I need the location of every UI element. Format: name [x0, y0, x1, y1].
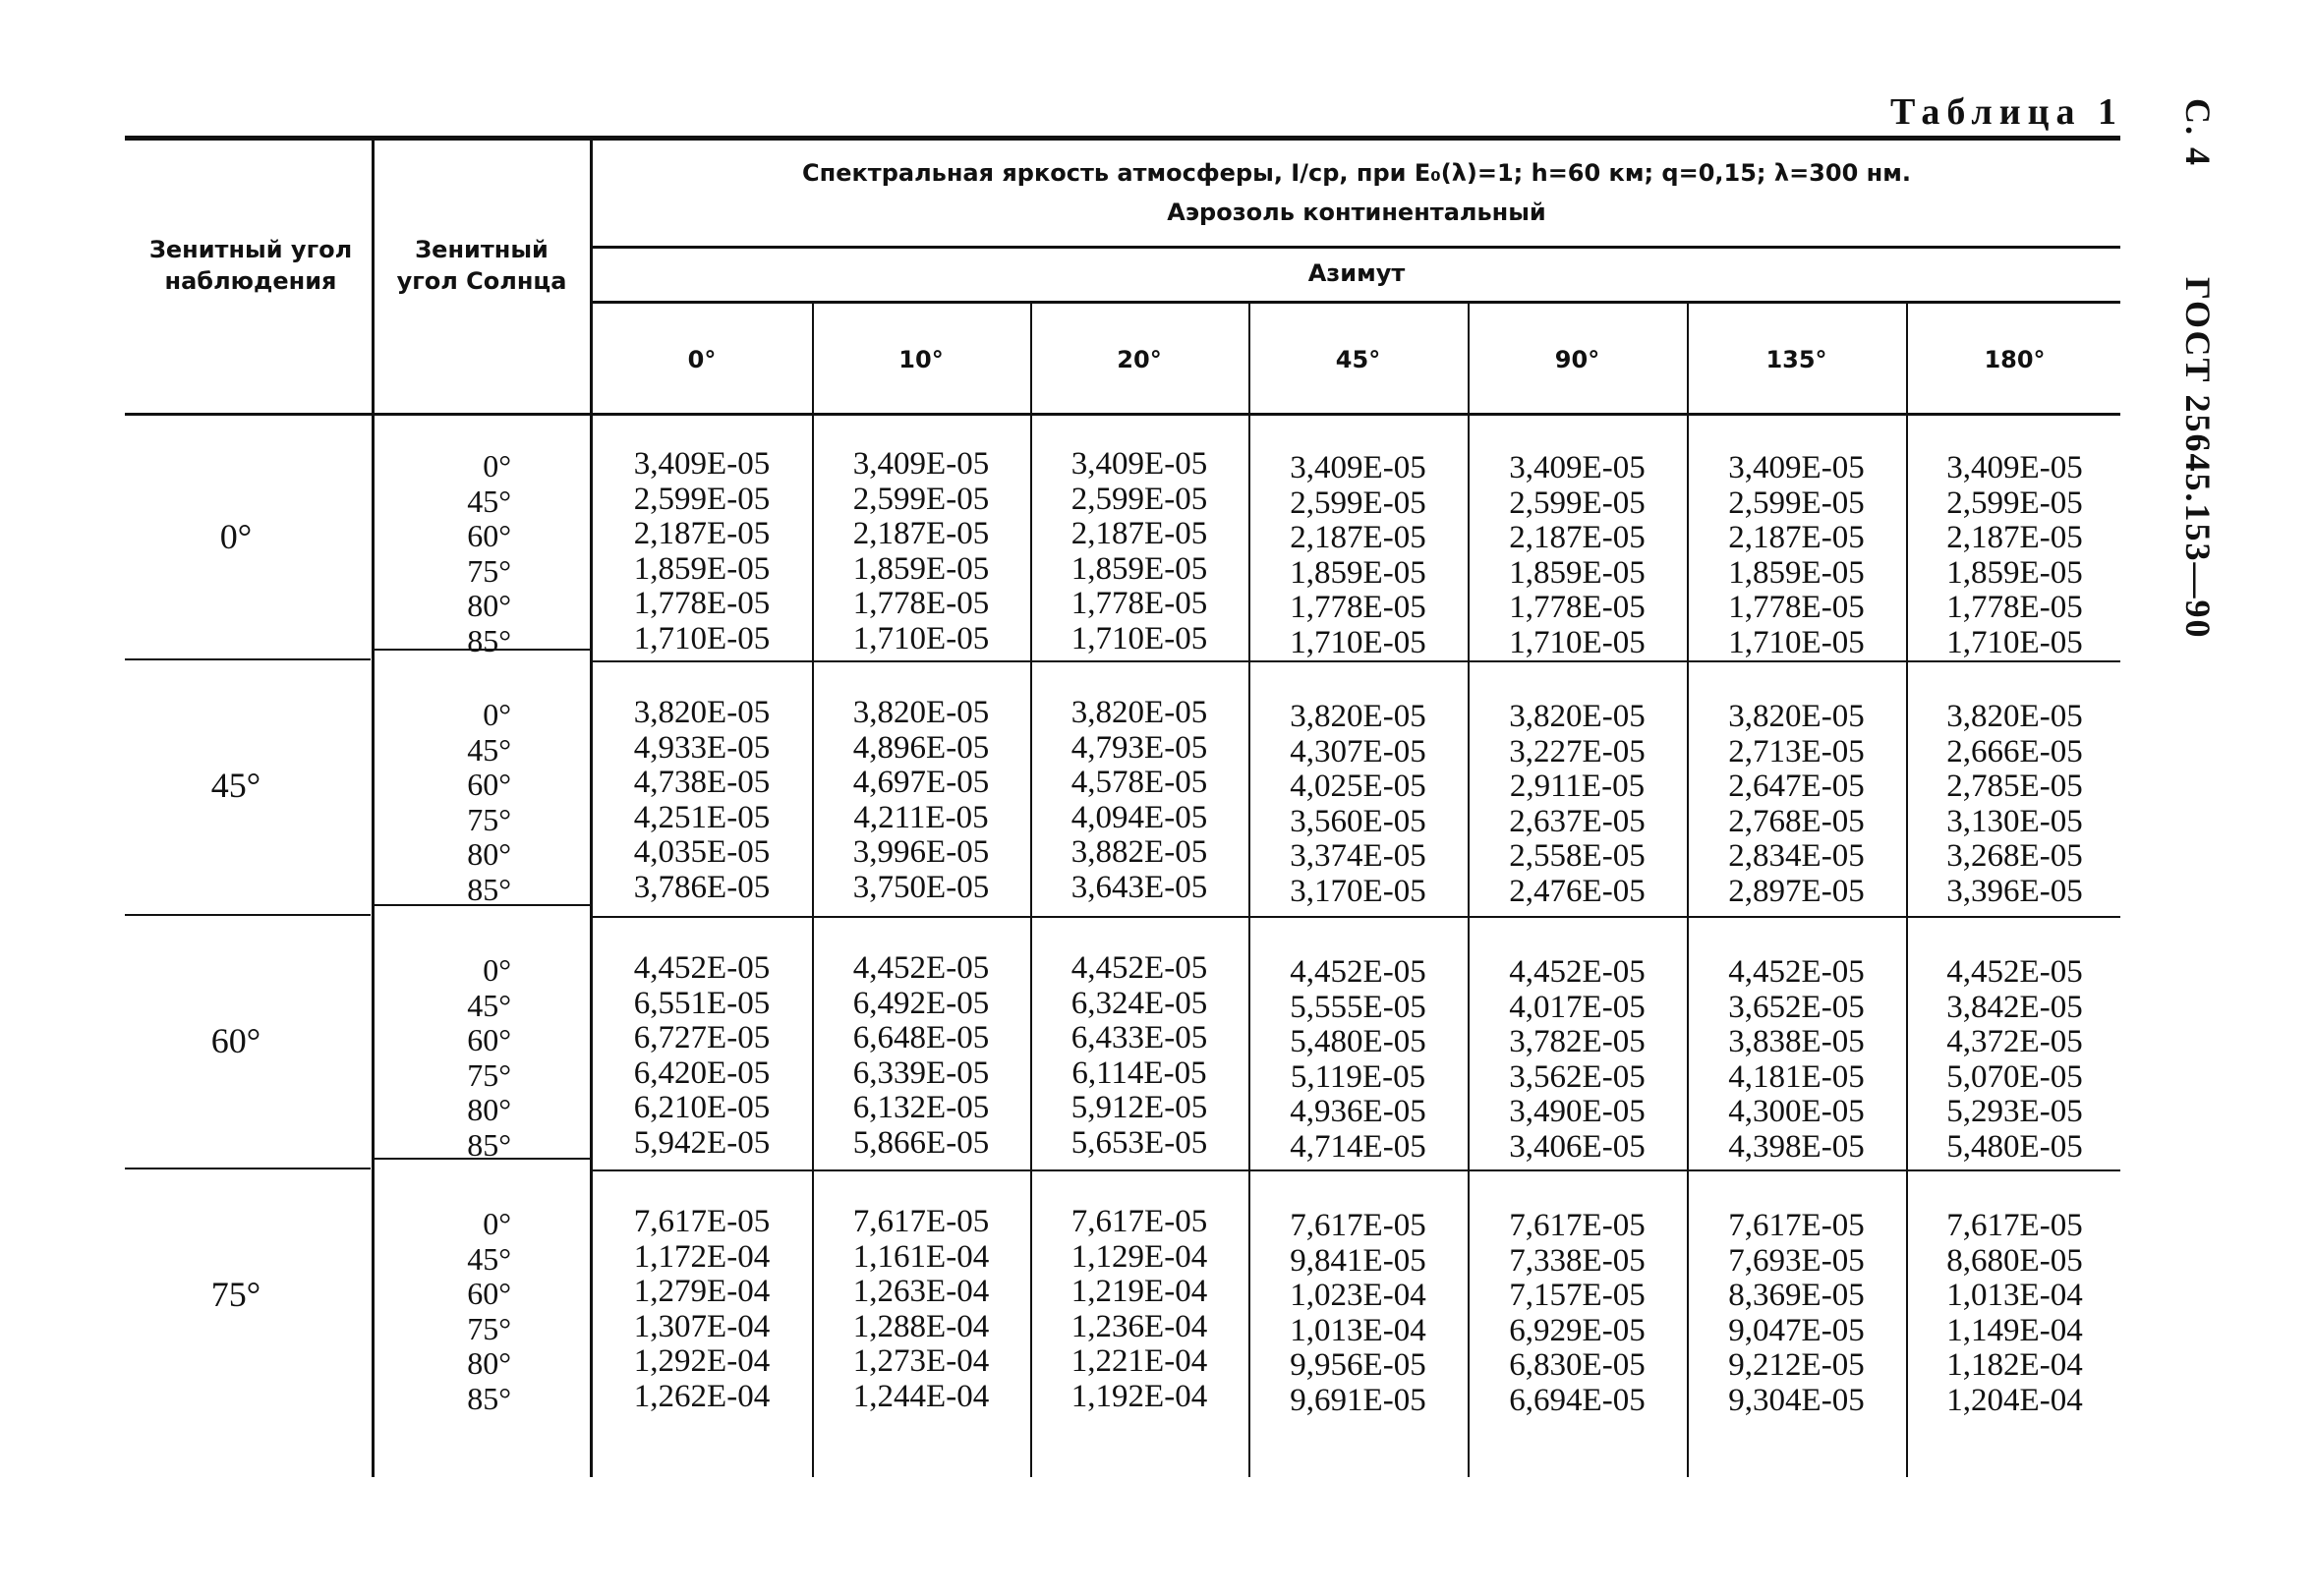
sun-angle: 0° [483, 952, 511, 988]
brightness-value: 1,710E-05 [1509, 624, 1646, 660]
brightness-value: 1,710E-05 [1290, 624, 1426, 660]
brightness-value: 1,129E-04 [1070, 1238, 1208, 1275]
brightness-value: 4,181E-05 [1728, 1058, 1865, 1095]
sun-angle: 85° [467, 1126, 511, 1163]
brightness-value: 1,172E-04 [633, 1238, 771, 1275]
azimuth-column-header: 0° [687, 346, 717, 373]
brightness-value: 1,161E-04 [852, 1238, 990, 1275]
brightness-value: 6,727E-05 [633, 1020, 771, 1055]
brightness-value: 3,170E-05 [1290, 873, 1426, 909]
brightness-value: 3,396E-05 [1946, 873, 2083, 909]
brightness-value: 9,047E-05 [1728, 1312, 1865, 1348]
brightness-value: 1,859E-05 [1509, 554, 1646, 591]
brightness-value: 1,244E-04 [852, 1378, 990, 1414]
brightness-value: 2,558E-05 [1509, 838, 1646, 874]
value-column [1248, 700, 1468, 909]
sun-angle: 75° [467, 801, 511, 837]
brightness-value: 9,212E-05 [1728, 1347, 1865, 1383]
sun-angle: 80° [467, 836, 511, 872]
brightness-value: 7,617E-05 [1946, 1208, 2083, 1243]
azimuth-column-header: 180° [1984, 346, 2046, 373]
value-column [1468, 700, 1687, 909]
brightness-value: 5,555E-05 [1290, 989, 1426, 1025]
brightness-value: 4,452E-05 [1946, 954, 2083, 990]
table-rule [592, 916, 2120, 918]
table-rule [125, 914, 371, 916]
table-rule [125, 136, 2120, 141]
sun-angle-list [393, 953, 511, 1163]
brightness-value: 3,409E-05 [1946, 450, 2083, 485]
value-column [1468, 955, 1687, 1165]
table-rule [125, 1168, 371, 1169]
brightness-value: 3,838E-05 [1728, 1024, 1865, 1059]
sun-angle: 45° [467, 1240, 511, 1277]
azimuth-column-header: 135° [1765, 346, 1827, 373]
brightness-value: 1,023E-04 [1290, 1278, 1426, 1313]
brightness-value: 3,786E-05 [633, 869, 771, 905]
brightness-value: 5,293E-05 [1946, 1094, 2083, 1129]
brightness-value: 6,324E-05 [1070, 985, 1208, 1021]
brightness-value: 7,617E-05 [633, 1204, 771, 1239]
brightness-value: 2,897E-05 [1728, 873, 1865, 909]
sun-zenith-header: Зенитный угол Солнца [396, 236, 567, 295]
observation-zenith-header: Зенитный угол наблюдения [148, 236, 353, 295]
table-rule [372, 136, 375, 1477]
sun-angle: 60° [467, 1022, 511, 1057]
brightness-value: 1,778E-05 [633, 586, 771, 621]
value-column [1687, 955, 1906, 1165]
brightness-value: 6,492E-05 [852, 985, 990, 1021]
brightness-value: 1,221E-04 [1070, 1343, 1208, 1379]
sun-angle: 0° [483, 448, 511, 484]
brightness-value: 6,830E-05 [1509, 1347, 1646, 1383]
brightness-value: 4,372E-05 [1946, 1024, 2083, 1059]
table-rule [592, 246, 2120, 249]
brightness-value: 6,929E-05 [1509, 1312, 1646, 1348]
brightness-value: 1,778E-05 [1509, 590, 1646, 625]
brightness-value: 7,338E-05 [1509, 1242, 1646, 1279]
value-column [1030, 696, 1248, 905]
sun-angle: 60° [467, 1276, 511, 1311]
brightness-value: 2,666E-05 [1946, 733, 2083, 770]
brightness-value: 2,187E-05 [852, 516, 990, 551]
brightness-value: 8,369E-05 [1728, 1278, 1865, 1313]
brightness-value: 7,617E-05 [1070, 1204, 1208, 1239]
brightness-value: 6,433E-05 [1070, 1020, 1208, 1055]
brightness-value: 1,859E-05 [1946, 554, 2083, 591]
azimuth-column-header: 10° [898, 346, 944, 373]
brightness-value: 3,562E-05 [1509, 1058, 1646, 1095]
brightness-value: 6,132E-05 [852, 1090, 990, 1125]
brightness-value: 1,778E-05 [1946, 590, 2083, 625]
sun-angle: 75° [467, 552, 511, 589]
brightness-value: 1,710E-05 [1728, 624, 1865, 660]
brightness-value: 3,842E-05 [1946, 989, 2083, 1025]
brightness-value: 2,647E-05 [1728, 769, 1865, 804]
brightness-value: 4,452E-05 [1290, 954, 1426, 990]
brightness-value: 4,452E-05 [1728, 954, 1865, 990]
value-column [1906, 955, 2123, 1165]
brightness-value: 1,204E-04 [1946, 1382, 2083, 1418]
value-column [812, 1205, 1030, 1414]
brightness-value: 5,119E-05 [1290, 1058, 1426, 1095]
brightness-value: 2,187E-05 [1728, 520, 1865, 555]
brightness-value: 6,210E-05 [633, 1090, 771, 1125]
brightness-value: 4,793E-05 [1070, 729, 1208, 766]
value-column [1906, 451, 2123, 660]
brightness-value: 3,820E-05 [1290, 699, 1426, 734]
brightness-value: 3,782E-05 [1509, 1024, 1646, 1059]
brightness-value: 2,834E-05 [1728, 838, 1865, 874]
sun-angle-list [393, 1207, 511, 1416]
brightness-value: 1,710E-05 [1946, 624, 2083, 660]
brightness-value: 3,409E-05 [1509, 450, 1646, 485]
sun-angle: 75° [467, 1310, 511, 1346]
brightness-value: 6,339E-05 [852, 1054, 990, 1091]
brightness-value: 3,820E-05 [1070, 695, 1208, 730]
value-column [1030, 447, 1248, 656]
table-rule [592, 1169, 2120, 1171]
brightness-value: 3,409E-05 [1070, 446, 1208, 482]
brightness-value: 1,859E-05 [1070, 550, 1208, 587]
brightness-value: 4,936E-05 [1290, 1094, 1426, 1129]
brightness-value: 9,691E-05 [1290, 1382, 1426, 1418]
brightness-value: 2,599E-05 [1728, 484, 1865, 521]
value-column [592, 696, 812, 905]
azimuth-column-header: 45° [1335, 346, 1381, 373]
value-column [592, 447, 812, 656]
observation-angle: 0° [219, 517, 253, 556]
brightness-value: 1,859E-05 [1290, 554, 1426, 591]
brightness-value: 1,778E-05 [852, 586, 990, 621]
brightness-value: 3,409E-05 [1290, 450, 1426, 485]
brightness-value: 1,236E-04 [1070, 1308, 1208, 1344]
brightness-value: 1,778E-05 [1070, 586, 1208, 621]
value-column [592, 951, 812, 1161]
brightness-value: 3,643E-05 [1070, 869, 1208, 905]
value-column [812, 696, 1030, 905]
sun-angle: 60° [467, 518, 511, 553]
brightness-value: 1,219E-04 [1070, 1274, 1208, 1309]
sun-angle: 80° [467, 1345, 511, 1381]
brightness-value: 2,785E-05 [1946, 769, 2083, 804]
brightness-value: 1,307E-04 [633, 1308, 771, 1344]
brightness-value: 3,409E-05 [852, 446, 990, 482]
brightness-value: 2,599E-05 [633, 481, 771, 517]
brightness-value: 5,912E-05 [1070, 1090, 1208, 1125]
brightness-value: 4,452E-05 [852, 950, 990, 986]
brightness-value: 7,157E-05 [1509, 1278, 1646, 1313]
brightness-value: 2,187E-05 [633, 516, 771, 551]
brightness-value: 7,617E-05 [1290, 1208, 1426, 1243]
sun-angle: 85° [467, 871, 511, 907]
brightness-value: 1,710E-05 [852, 620, 990, 656]
brightness-value: 3,490E-05 [1509, 1094, 1646, 1129]
brightness-value: 6,114E-05 [1071, 1054, 1207, 1091]
brightness-value: 5,866E-05 [852, 1124, 990, 1161]
brightness-value: 7,617E-05 [1728, 1208, 1865, 1243]
brightness-value: 7,617E-05 [852, 1204, 990, 1239]
brightness-value: 3,820E-05 [633, 695, 771, 730]
sun-angle: 0° [483, 1206, 511, 1241]
brightness-value: 2,911E-05 [1509, 769, 1646, 804]
brightness-value: 2,599E-05 [1509, 484, 1646, 521]
brightness-value: 3,820E-05 [1509, 699, 1646, 734]
sun-angle: 80° [467, 588, 511, 623]
value-column [1906, 700, 2123, 909]
brightness-value: 6,694E-05 [1509, 1382, 1646, 1418]
brightness-value: 5,480E-05 [1290, 1024, 1426, 1059]
value-column [1687, 1209, 1906, 1418]
sun-angle: 45° [467, 731, 511, 768]
side-standard-code: ГОСТ 25645.153—90 [2178, 277, 2218, 640]
brightness-value: 6,648E-05 [852, 1020, 990, 1055]
brightness-value: 3,652E-05 [1728, 989, 1865, 1025]
observation-angle: 75° [210, 1275, 261, 1314]
observation-angle: 60° [210, 1021, 261, 1060]
sun-angle: 75° [467, 1056, 511, 1093]
sun-angle: 45° [467, 987, 511, 1023]
value-column [1468, 451, 1687, 660]
brightness-value: 1,182E-04 [1946, 1347, 2083, 1383]
table-rule [125, 413, 2120, 416]
table-title: Таблица 1 [1889, 91, 2123, 133]
brightness-value: 2,599E-05 [1290, 484, 1426, 521]
brightness-value: 5,480E-05 [1946, 1128, 2083, 1165]
value-column [812, 951, 1030, 1161]
sun-angle: 0° [483, 697, 511, 732]
brightness-value: 7,617E-05 [1509, 1208, 1646, 1243]
brightness-value: 1,279E-04 [633, 1274, 771, 1309]
value-column [1248, 1209, 1468, 1418]
brightness-value: 3,750E-05 [852, 869, 990, 905]
brightness-value: 2,637E-05 [1509, 803, 1646, 839]
sun-angle: 80° [467, 1092, 511, 1127]
value-column [1248, 451, 1468, 660]
brightness-value: 8,680E-05 [1946, 1242, 2083, 1279]
table-rule [592, 301, 2120, 304]
brightness-value: 2,187E-05 [1070, 516, 1208, 551]
value-column [1906, 1209, 2123, 1418]
spectral-brightness-header-line1: Спектральная яркость атмосферы, I/ср, при E₀(λ)=1; h=60 км; q=0,15; λ=300 нм. [802, 159, 1911, 187]
brightness-value: 3,882E-05 [1070, 834, 1208, 870]
brightness-value: 4,452E-05 [1070, 950, 1208, 986]
brightness-value: 9,956E-05 [1290, 1347, 1426, 1383]
brightness-value: 3,560E-05 [1290, 803, 1426, 839]
sun-angle: 85° [467, 1380, 511, 1416]
azimuth-column-header: 90° [1554, 346, 1600, 373]
brightness-value: 1,710E-05 [1070, 620, 1208, 656]
value-column [1248, 955, 1468, 1165]
brightness-value: 3,374E-05 [1290, 838, 1426, 874]
brightness-value: 4,307E-05 [1290, 733, 1426, 770]
brightness-value: 4,452E-05 [633, 950, 771, 986]
brightness-value: 3,227E-05 [1509, 733, 1646, 770]
brightness-value: 4,578E-05 [1070, 765, 1208, 800]
brightness-value: 5,942E-05 [633, 1124, 771, 1161]
brightness-value: 4,738E-05 [633, 765, 771, 800]
sun-angle-list [393, 449, 511, 658]
brightness-value: 2,187E-05 [1509, 520, 1646, 555]
brightness-value: 1,013E-04 [1946, 1278, 2083, 1313]
brightness-value: 9,841E-05 [1290, 1242, 1426, 1279]
sun-angle-list [393, 698, 511, 907]
brightness-value: 4,017E-05 [1509, 989, 1646, 1025]
brightness-value: 2,476E-05 [1509, 873, 1646, 909]
brightness-value: 1,262E-04 [633, 1378, 771, 1414]
value-column [592, 1205, 812, 1414]
table-rule [125, 658, 371, 660]
brightness-value: 4,714E-05 [1290, 1128, 1426, 1165]
brightness-value: 3,130E-05 [1946, 803, 2083, 839]
brightness-value: 4,251E-05 [633, 799, 771, 835]
brightness-value: 9,304E-05 [1728, 1382, 1865, 1418]
brightness-value: 1,778E-05 [1290, 590, 1426, 625]
azimuth-column-header: 20° [1117, 346, 1162, 373]
side-header [2158, 98, 2226, 649]
brightness-value: 2,713E-05 [1728, 733, 1865, 770]
brightness-value: 1,859E-05 [1728, 554, 1865, 591]
value-column [1030, 1205, 1248, 1414]
brightness-value: 1,192E-04 [1070, 1378, 1208, 1414]
brightness-value: 4,452E-05 [1509, 954, 1646, 990]
brightness-value: 2,599E-05 [1070, 481, 1208, 517]
brightness-value: 4,211E-05 [853, 799, 989, 835]
brightness-value: 5,653E-05 [1070, 1124, 1208, 1161]
brightness-value: 1,859E-05 [852, 550, 990, 587]
brightness-value: 1,778E-05 [1728, 590, 1865, 625]
brightness-value: 4,094E-05 [1070, 799, 1208, 835]
value-column [812, 447, 1030, 656]
brightness-value: 3,409E-05 [633, 446, 771, 482]
brightness-value: 4,896E-05 [852, 729, 990, 766]
brightness-value: 5,070E-05 [1946, 1058, 2083, 1095]
value-column [1030, 951, 1248, 1161]
brightness-value: 4,025E-05 [1290, 769, 1426, 804]
brightness-value: 3,820E-05 [852, 695, 990, 730]
brightness-value: 2,187E-05 [1946, 520, 2083, 555]
observation-angle: 45° [210, 766, 261, 805]
brightness-value: 7,693E-05 [1728, 1242, 1865, 1279]
brightness-value: 1,013E-04 [1290, 1312, 1426, 1348]
side-page-number: С. 4 [2178, 98, 2218, 167]
brightness-value: 4,697E-05 [852, 765, 990, 800]
sun-angle: 85° [467, 622, 511, 658]
brightness-value: 1,273E-04 [852, 1343, 990, 1379]
brightness-value: 2,187E-05 [1290, 520, 1426, 555]
brightness-value: 3,820E-05 [1946, 699, 2083, 734]
brightness-value: 6,551E-05 [633, 985, 771, 1021]
brightness-value: 1,292E-04 [633, 1343, 771, 1379]
value-column [1468, 1209, 1687, 1418]
brightness-value: 2,599E-05 [1946, 484, 2083, 521]
brightness-value: 3,820E-05 [1728, 699, 1865, 734]
brightness-value: 4,035E-05 [633, 834, 771, 870]
brightness-value: 1,710E-05 [633, 620, 771, 656]
brightness-value: 3,406E-05 [1509, 1128, 1646, 1165]
brightness-value: 3,409E-05 [1728, 450, 1865, 485]
brightness-value: 1,288E-04 [852, 1308, 990, 1344]
brightness-value: 3,268E-05 [1946, 838, 2083, 874]
brightness-value: 4,398E-05 [1728, 1128, 1865, 1165]
spectral-brightness-header-line2: Аэрозоль континентальный [1167, 199, 1546, 226]
azimuth-header: Азимут [1307, 259, 1406, 287]
brightness-value: 2,599E-05 [852, 481, 990, 517]
value-column [1687, 700, 1906, 909]
brightness-value: 2,768E-05 [1728, 803, 1865, 839]
brightness-value: 1,263E-04 [852, 1274, 990, 1309]
value-column [1687, 451, 1906, 660]
sun-angle: 45° [467, 483, 511, 519]
brightness-value: 6,420E-05 [633, 1054, 771, 1091]
brightness-value: 3,996E-05 [852, 834, 990, 870]
sun-angle: 60° [467, 767, 511, 802]
brightness-value: 4,300E-05 [1728, 1094, 1865, 1129]
table-rule [592, 660, 2120, 662]
brightness-value: 4,933E-05 [633, 729, 771, 766]
brightness-value: 1,149E-04 [1946, 1312, 2083, 1348]
brightness-value: 1,859E-05 [633, 550, 771, 587]
